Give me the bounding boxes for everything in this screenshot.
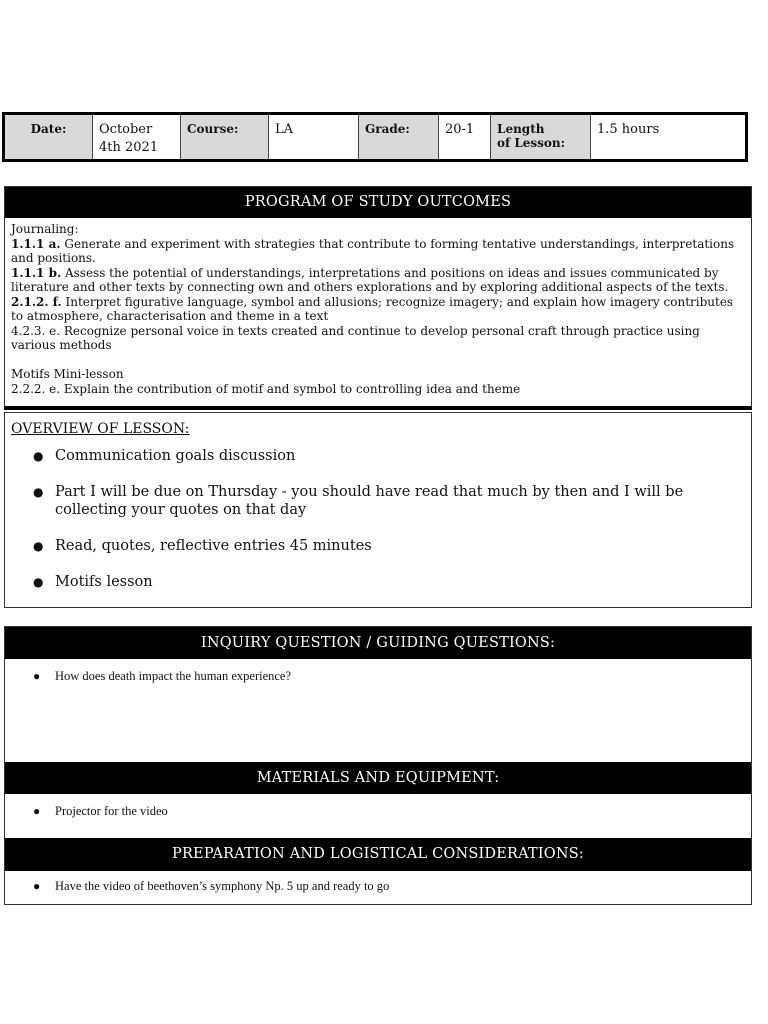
overview-list [5, 437, 751, 591]
outcomes-intro: Journaling: [11, 222, 79, 236]
list-item: ● Have the video of beethoven’s symphony Np. 5 up and ready to go [33, 879, 390, 893]
outcome-423: 4.2.3. e. Recognize personal voice in texts created and continue to develop personal craft through practice using various methods [11, 323, 700, 352]
outcome-item: 2.1.2. f. Interpret figurative language, symbol and allusions; recognize imagery; and explain how imagery contributes to atmosphere, characterisation and theme in a text [11, 294, 734, 323]
bullet-icon: ● [33, 804, 41, 818]
list-item: ● Part I will be due on Thursday - you should have read that much by then and I will be collecting your quotes on that day [33, 484, 684, 518]
course-value: LA [269, 115, 359, 159]
date-label: Date: [5, 115, 93, 159]
length-label [491, 115, 591, 159]
list-item: ● How does death impact the human experience? [33, 669, 292, 683]
inquiry-section [4, 626, 752, 905]
outcomes-title: PROGRAM OF STUDY OUTCOMES [5, 187, 751, 218]
overview-section [4, 412, 752, 608]
date-value: October 4th 2021 [93, 115, 181, 159]
list-item: ● Motifs lesson [33, 574, 153, 590]
outcome-item: 1.1.1 b. Assess the potential of understandings, interpretations and positions on ideas and issues communicated by literature and other texts by connecting own and others explorations and by exploring additional aspects of the texts. [11, 265, 729, 294]
materials-list [5, 803, 751, 819]
bullet-icon: ● [33, 879, 41, 893]
length-label-line1: Length [497, 122, 545, 136]
outcomes-section [4, 186, 752, 410]
list-item: ● Projector for the video [33, 804, 168, 818]
bullet-icon: ● [33, 669, 41, 683]
inquiry-list [5, 668, 751, 684]
materials-title: MATERIALS AND EQUIPMENT: [5, 762, 751, 794]
length-value: 1.5 hours [597, 122, 660, 137]
bullet-icon: ● [33, 449, 44, 463]
outcomes-body [5, 218, 751, 400]
course-label: Course: [181, 115, 269, 159]
grade-value: 20-1 [439, 115, 491, 159]
outcome-item: 1.1.1 a. Generate and experiment with strategies that contribute to forming tentative understandings, interpretations and positions. [11, 236, 735, 265]
length-label-line2: of Lesson: [497, 136, 566, 150]
lesson-info-table [2, 112, 748, 162]
preparation-list [5, 878, 751, 894]
overview-title: OVERVIEW OF LESSON: [11, 421, 190, 437]
outcome-222: 2.2.2. e. Explain the contribution of motif and symbol to controlling idea and theme [11, 381, 521, 396]
grade-label: Grade: [359, 115, 439, 159]
motifs-heading: Motifs Mini-lesson [11, 367, 124, 381]
preparation-title: PREPARATION AND LOGISTICAL CONSIDERATIONS: [5, 838, 751, 871]
bullet-icon: ● [33, 539, 44, 553]
list-item: ● Communication goals discussion [33, 448, 296, 464]
list-item: ● Read, quotes, reflective entries 45 minutes [33, 538, 372, 554]
inquiry-title: INQUIRY QUESTION / GUIDING QUESTIONS: [5, 627, 751, 659]
bullet-icon: ● [33, 575, 44, 589]
bullet-icon: ● [33, 485, 44, 499]
